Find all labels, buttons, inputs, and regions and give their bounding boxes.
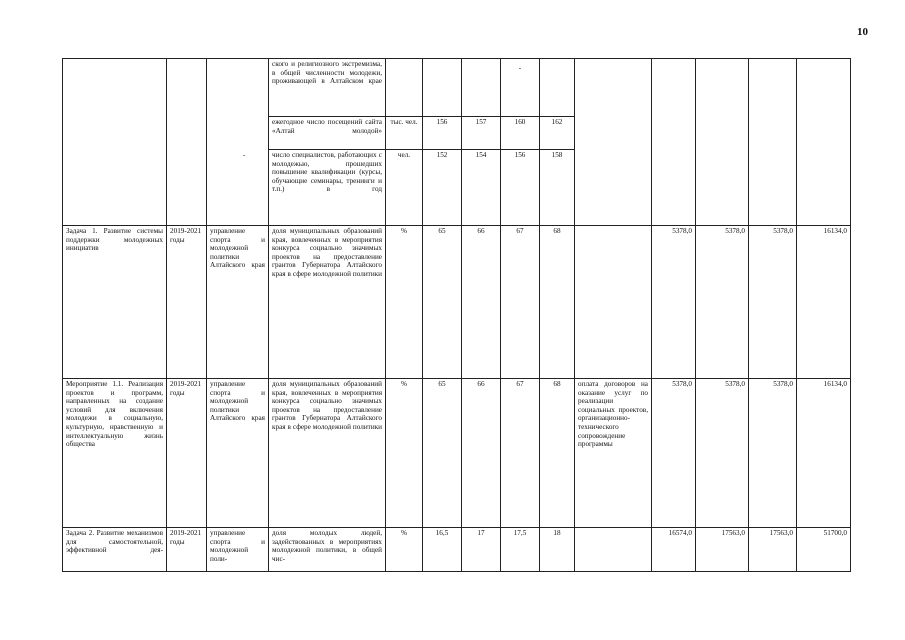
value-2022-cell: 68 [540,226,575,379]
value-2019-cell: 156 [423,117,462,150]
unit-cell: % [386,528,423,572]
dash-mark: - [518,64,522,72]
funding-3-cell: 5378,0 [749,379,797,528]
funding-total-cell: 16134,0 [797,226,851,379]
result-cell [575,528,652,572]
funding-3-cell: 17563,0 [749,528,797,572]
task-cell: Мероприятие 1.1. Реализация проектов и программ, направленных на создание условий для включения молодежи в социальную, культурную, нравственную и интеллектуальную жизнь общества [63,379,167,528]
value-2019-cell: 16,5 [423,528,462,572]
funding-3-cell: 5378,0 [749,226,797,379]
page-number: 10 [857,26,868,38]
value-2020-cell: 17 [462,528,501,572]
executor-cell: управление спорта и молодежной политики Алтайского края [207,379,269,528]
funding-2-cell: 5378,0 [696,379,749,528]
table-row [63,528,851,572]
funding-3-cell [749,59,797,226]
unit-cell [386,59,423,117]
value-2019-cell: 65 [423,226,462,379]
unit-cell: чел. [386,150,423,226]
funding-total-cell: 16134,0 [797,379,851,528]
table-row [63,59,851,117]
table-row [63,379,851,528]
value-2020-cell: 66 [462,226,501,379]
indicator-cell: доля молодых людей, задействованных в мероприятиях молодежной политики, в общей чис- [269,528,386,572]
indicator-cell: ежегодное число посещений сайта «Алтай молодой» [269,117,386,150]
table-row [63,226,851,379]
value-2019-cell: 65 [423,379,462,528]
indicator-cell: число специалистов, работающих с молодежью, прошедших повышение квалификации (курсы, обучающие семинары, тренинги и т.п.) в год [269,150,386,226]
indicator-cell: доля муниципальных образований края, вовлеченных в мероприятия конкурса социально значимых проектов на предоставление грантов Губернатора Алтайского края в сфере молодежной политики [269,379,386,528]
task-cell: Задача 1. Развитие системы поддержки молодежных инициатив [63,226,167,379]
task-cell [63,59,167,226]
funding-1-cell: 16574,0 [652,528,696,572]
value-2020-cell: 154 [462,150,501,226]
result-cell: оплата договоров на оказание услуг по реализации социальных проектов, организационно-технического сопровождение программы [575,379,652,528]
funding-1-cell: 5378,0 [652,226,696,379]
period-cell [167,59,207,226]
value-2021-cell: 67 [501,226,540,379]
value-2021-cell: 160 [501,117,540,150]
value-2021-cell: 17,5 [501,528,540,572]
funding-2-cell [696,59,749,226]
program-table [62,58,851,572]
value-2022-cell [540,59,575,117]
executor-cell: управление спорта и молодежной поли- [207,528,269,572]
value-2022-cell: 158 [540,150,575,226]
period-cell: 2019-2021 годы [167,528,207,572]
result-cell [575,59,652,226]
funding-1-cell [652,59,696,226]
executor-cell: управление спорта и молодежной политики Алтайского края [207,226,269,379]
funding-2-cell: 17563,0 [696,528,749,572]
funding-total-cell: 51700,0 [797,528,851,572]
value-2019-cell [423,59,462,117]
value-2022-cell: 68 [540,379,575,528]
value-2021-cell [501,59,540,117]
value-2020-cell [462,59,501,117]
value-2019-cell: 152 [423,150,462,226]
value-2021-cell: 156 [501,150,540,226]
task-cell: Задача 2. Развитие механизмов для самостоятельной, эффективной дея- [63,528,167,572]
indicator-cell: ского и религиозного экстремизма, в общей численности молодежи, проживающей в Алтайском крае [269,59,386,117]
table-wrapper [62,58,851,572]
executor-cell [207,59,269,226]
value-2020-cell: 157 [462,117,501,150]
funding-2-cell: 5378,0 [696,226,749,379]
value-2020-cell: 66 [462,379,501,528]
indicator-cell: доля муниципальных образований края, вовлеченных в мероприятия конкурса социально значимых проектов на предоставление грантов Губернатора Алтайского края в сфере молодежной политики [269,226,386,379]
funding-total-cell [797,59,851,226]
value-2022-cell: 162 [540,117,575,150]
unit-cell: % [386,379,423,528]
stray-mark: - [243,151,246,159]
value-2022-cell: 18 [540,528,575,572]
result-cell [575,226,652,379]
period-cell: 2019-2021 годы [167,226,207,379]
value-2021-cell: 67 [501,379,540,528]
unit-cell: тыс. чел. [386,117,423,150]
unit-cell: % [386,226,423,379]
funding-1-cell: 5378,0 [652,379,696,528]
period-cell: 2019-2021 годы [167,379,207,528]
